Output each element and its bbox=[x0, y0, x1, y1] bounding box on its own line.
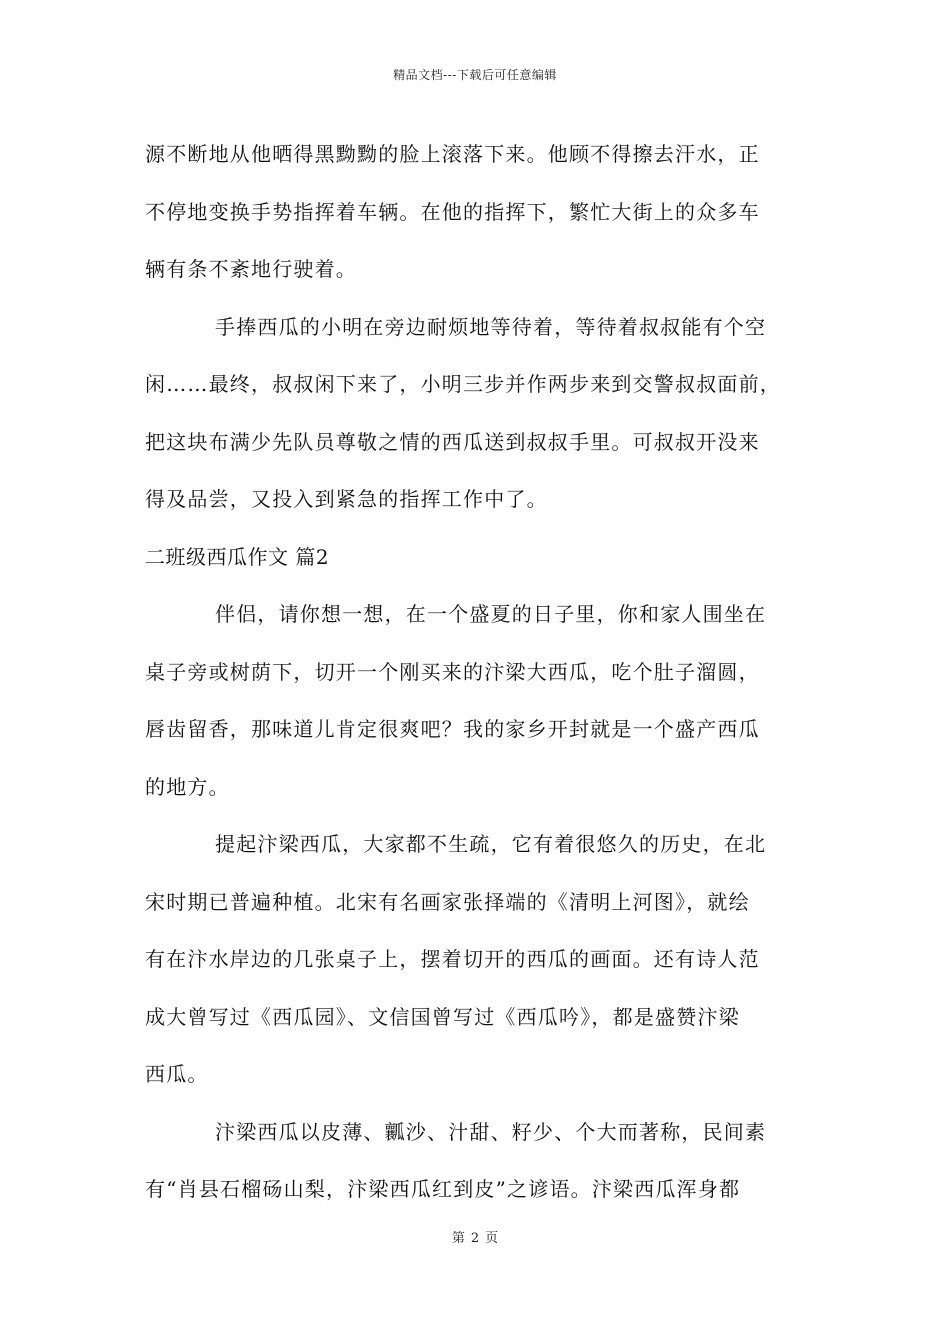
body-text bbox=[145, 126, 817, 1219]
text-line: 伴侣，请你想一想，在一个盛夏的日子里，你和家人围坐在 bbox=[215, 602, 767, 626]
text-line: 有“肖县石榴砀山梨，汴梁西瓜红到皮”之谚语。汴梁西瓜浑身都 bbox=[145, 1177, 741, 1201]
text-line: 源不断地从他晒得黑黝黝的脸上滚落下来。他顾不得擦去汗水，正 bbox=[145, 142, 760, 166]
text-line: 唇齿留香，那味道儿肯定很爽吧？我的家乡开封就是一个盛产西瓜 bbox=[145, 717, 760, 741]
text-line: 的地方。 bbox=[145, 774, 230, 799]
text-line: 提起汴梁西瓜，大家都不生疏，它有着很悠久的历史，在北 bbox=[215, 832, 767, 856]
text-line: 把这块布满少先队员尊敬之情的西瓜送到叔叔手里。可叔叔开没来 bbox=[145, 429, 760, 454]
text-line: 得及品尝，又投入到紧急的指挥工作中了。 bbox=[145, 487, 548, 511]
text-line: 桌子旁或树荫下，切开一个刚买来的汴梁大西瓜，吃个肚子溜圆， bbox=[145, 659, 760, 684]
section-heading: 二班级西瓜作文 篇2 bbox=[145, 544, 330, 569]
text-line: 手捧西瓜的小明在旁边耐烦地等待着，等待着叔叔能有个空 bbox=[215, 314, 767, 339]
text-line: 闲……最终，叔叔闲下来了，小明三步并作两步来到交警叔叔面前， bbox=[145, 372, 781, 396]
page-number-prefix: 第 bbox=[451, 1231, 465, 1246]
page-footer bbox=[0, 1227, 950, 1246]
page-number-suffix: 页 bbox=[485, 1231, 499, 1246]
text-line: 不停地变换手势指挥着车辆。在他的指挥下，繁忙大街上的众多车 bbox=[145, 199, 760, 224]
text-line: 辆有条不紊地行驶着。 bbox=[145, 257, 357, 281]
text-line: 西瓜。 bbox=[145, 1062, 209, 1086]
page-number: 2 bbox=[470, 1231, 480, 1246]
page-header: 精品文档---下载后可任意编辑 bbox=[393, 68, 557, 82]
text-line: 宋时期已普遍种植。北宋有名画家张择端的《清明上河图》，就绘 bbox=[145, 889, 750, 914]
text-line: 成大曾写过《西瓜园》、文信国曾写过《西瓜吟》，都是盛赞汴梁 bbox=[145, 1004, 740, 1029]
text-line: 汴梁西瓜以皮薄、瓤沙、汁甜、籽少、个大而著称，民间素 bbox=[215, 1119, 767, 1144]
text-line: 有在汴水岸边的几张桌子上，摆着切开的西瓜的画面。还有诗人范 bbox=[145, 947, 760, 971]
